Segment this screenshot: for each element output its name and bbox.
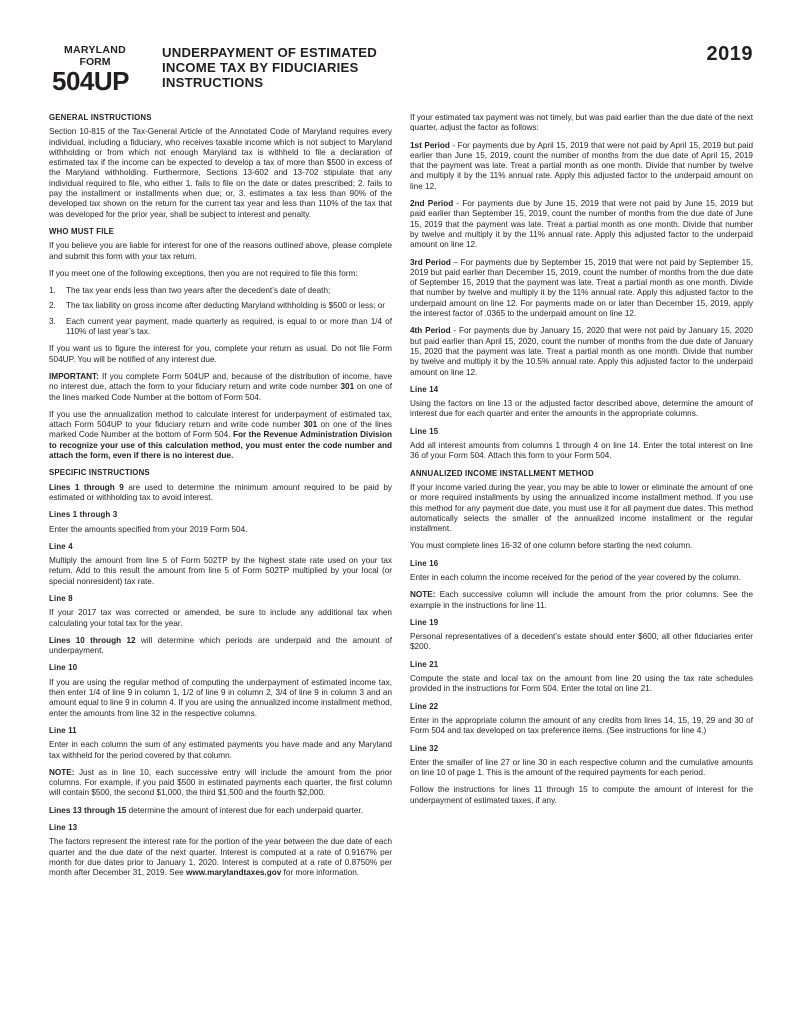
line-15-text: Add all interest amounts from columns 1 through 4 on line 14. Enter the total interest on line 36 of your Form 504. Attach this form to your Form 504.: [410, 441, 753, 461]
list-item: [49, 301, 392, 311]
fourth-period: [410, 326, 753, 377]
annualized-text-2: You must complete lines 16-32 of one column before starting the next column.: [410, 541, 693, 551]
note-text: Each successive column will include the amount from the prior columns. See the example in the instructions for line 11.: [410, 590, 753, 610]
lines-13-15-note: [49, 806, 392, 816]
annualization-code: 301: [303, 420, 318, 430]
lines-1-9-label: Lines 1 through 9: [49, 482, 124, 492]
form-label: FORM: [79, 56, 111, 68]
note-text: Just as in line 10, each successive entry will include the amount from the prior columns. For example, if you paid $500 in estimated payments each quarter, the first column will contain $500, the second $1,000, the third $1,500 and the fourth $2,000.: [49, 767, 392, 798]
lines-10-12-note: [49, 636, 392, 657]
line-14-heading: Line 14: [410, 384, 439, 394]
lines-1-3-heading: Lines 1 through 3: [49, 510, 118, 520]
website-link[interactable]: www.marylandtaxes.gov: [186, 868, 282, 878]
line-13-body: The factors represent the interest rate for the portion of the year between the due date of each quarter and the due date of the next quarter. Interest is computed at a rate of 0.9167% per month for due dates prior to January 1, 2020. Interest is computed at a rate of 0.8750% per month after December 31, 2019. See: [49, 837, 392, 878]
line-22-heading: Line 22: [410, 701, 439, 711]
note-label: NOTE:: [410, 590, 436, 600]
specific-instructions-heading: SPECIFIC INSTRUCTIONS: [49, 468, 150, 478]
general-instructions-heading: GENERAL INSTRUCTIONS: [49, 113, 152, 122]
line-11-heading: Line 11: [49, 725, 77, 735]
form-identifier: [50, 44, 140, 95]
period-text: – For payments due by September 15, 2019 that were not paid by September 15, 2019 but paid earlier than December 15, 2019, count the number of months from the due date of September 15, 2019 that the payment was late. Treat a partial month as one month. Divide that number by twelve and multiply it by the 11% annual rate. Apply this adjusted factor to the underpaid amount on line 12. For payments made on or later than December 15, 2019, apply the interest factor of .0365 to the underpaid amount on line 12.: [410, 257, 753, 319]
line-10-text: If you are using the regular method of computing the underpayment of estimated income tax, then enter 1/4 of line 9 in column 1, 1/2 of line 9 in column 2, 3/4 of line 9 in column 3 and an amount equal to line 9 in column 4. If you are using the annualized income installment method, enter the amounts from line 32 in the respective columns.: [49, 677, 392, 718]
line-13-heading: Line 13: [49, 823, 78, 833]
title-line: INCOME TAX BY FIDUCIARIES: [162, 60, 359, 75]
line-16-note: [410, 590, 753, 611]
who-must-file-text-2: If you meet one of the following exceptions, then you are not required to file this form:: [49, 268, 358, 278]
list-item-number: 3.: [49, 316, 56, 326]
period-label: 1st Period: [410, 140, 450, 150]
period-label: 2nd Period: [410, 199, 454, 209]
line-22-text: Enter in the appropriate column the amount of any credits from lines 14, 15, 19, 29 and 30 of Form 504 and tax developed on tax preference items. (See instructions for line 4.): [410, 715, 753, 736]
list-item: [49, 286, 392, 296]
general-instructions-text: Section 10-815 of the Tax-General Article of the Annotated Code of Maryland requires every individual, including a fiduciary, who receives taxable income which is not subject to Maryland withholding or from which not enough Maryland tax is withheld to file a declaration of estimated tax if the income can be expected to develop a tax of more than $500 in excess of the Maryland withholding. Furthermore, Sections 13-602 and 13-702 stipulate that any individual required to file, who either 1. fails to file on the date or dates prescribed; 2. fails to pay the installment or installments when due; or, 3. estimates a tax less than 90% of the developed tax shown on the return for the current tax year and less than 110% of the tax that was developed for the prior year, shall be subject to interest and penalty.: [49, 127, 392, 219]
tax-year: 2019: [706, 43, 753, 65]
who-must-file-text-3: If you want us to figure the interest for you, complete your return as usual. Do not file Form 504UP. You will be notified of any interest due.: [49, 344, 392, 364]
line-16-text: Enter in each column the income received for the period of the year covered by the column.: [410, 572, 741, 582]
line-19-text: Personal representatives of a decedent’s estate should enter $600, all other fiduciaries enter $200.: [410, 632, 753, 652]
line-10-heading: Line 10: [49, 663, 78, 673]
annualization-text: If you use the annualization method to calculate interest for underpayment of estimated tax, attach Form 504UP to your fiduciary return and write code number: [49, 409, 392, 430]
important-tail: on one of the lines marked Code Number at the bottom of Form 504.: [49, 382, 392, 402]
line-11-note: [49, 768, 392, 799]
line-21-text: Compute the state and local tax on the amount from line 20 using the tax rate schedules provided in the instructions for Form 504. Enter the total on line 21.: [410, 674, 753, 694]
who-must-file-heading: WHO MUST FILE: [49, 226, 114, 236]
list-item-number: 2.: [49, 301, 56, 311]
second-period: [410, 199, 753, 250]
exceptions-list: [49, 286, 392, 337]
annualized-heading: ANNUALIZED INCOME INSTALLMENT METHOD: [410, 468, 594, 478]
annualization-note: [49, 410, 392, 461]
annualization-bold: For the Revenue Administration Division to recognize your use of this calculation method, you must enter the code number and attach the form, even if there is no interest due.: [49, 430, 392, 461]
list-item-text: The tax year ends less than two years after the decedent’s date of death;: [66, 286, 331, 296]
list-item-number: 1.: [49, 286, 56, 296]
period-text: - For payments due by June 15, 2019 that were not paid by June 15, 2019 but paid earlier than September 15, 2019, count the number of months from the due date of June 15, 2019 that the payment was late. Treat a partial month as one month. Divide that number by twelve and multiply it by the 11% annual rate. Apply this adjusted factor to the underpaid amount on line 12.: [410, 199, 753, 250]
right-column: [410, 113, 753, 813]
left-column: [49, 113, 392, 886]
line-21-heading: Line 21: [410, 659, 439, 669]
important-code: 301: [340, 382, 355, 392]
lines-1-9-text: are used to determine the minimum amount required to be paid by estimated or withholding tax to avoid interest.: [49, 482, 392, 502]
line-15-heading: Line 15: [410, 426, 439, 436]
annualized-text-1: If your income varied during the year, you may be able to lower or eliminate the amount of one or more required installments by using the annualized income installment method. If you use this method for any payment due date, you must use it for all payment due dates. This method automatically selects the smaller of the annualized income installment or the regular installment.: [410, 482, 753, 534]
line-8-heading: Line 8: [49, 593, 73, 603]
line-32-text: Enter the smaller of line 27 or line 30 in each respective column and the cumulative amounts on line 10 of page 1. This is the amount of the required payments for each period.: [410, 757, 753, 778]
title-line: INSTRUCTIONS: [162, 75, 264, 90]
list-item-text: Each current year payment, made quarterly as required, is equal to or more than 1/4 of 110% of last year’s tax.: [66, 316, 392, 337]
line-19-heading: Line 19: [410, 617, 439, 627]
period-text: - For payments due by January 15, 2020 that were not paid by January 15, 2020 but paid earlier than April 15, 2020, count the number of months from the due date of January 15, 2020 that the payment was late. Treat a partial month as one month. Divide that number by twelve and multiply it by the 10.5% annual rate. Apply this adjusted factor to the underpaid amount on line 12.: [410, 326, 753, 377]
line-14-text: Using the factors on line 13 or the adjusted factor described above, determine the amount of interest due for each quarter and enter the amounts in the appropriate columns.: [410, 399, 753, 419]
form-number: 504UP: [52, 66, 129, 96]
lines-10-12-text: will determine which periods are underpaid and the amount of underpayment.: [49, 635, 393, 656]
lines-13-15-label: Lines 13 through 15: [49, 805, 127, 815]
line-32-heading: Line 32: [410, 743, 439, 753]
period-text: - For payments due by April 15, 2019 that were not paid by April 15, 2019 but paid earlier than June 15, 2019, count the number of months from the due date of April 15, 2019 that the payment was late. Treat a partial month as one month. Divide that number by twelve and multiply it by the 11% annual rate. Apply this adjusted factor to the underpaid amount on line 12.: [410, 140, 753, 191]
note-label: NOTE:: [49, 767, 75, 777]
title-line: UNDERPAYMENT OF ESTIMATED: [162, 45, 378, 60]
first-period: [410, 141, 753, 192]
period-label: 4th Period: [410, 326, 451, 336]
lines-13-15-text: determine the amount of interest due for each underpaid quarter.: [126, 805, 364, 815]
line-8-text: If your 2017 tax was corrected or amended, be sure to include any additional tax when calculating your total tax for the year.: [49, 608, 392, 628]
line-13-tail: for more information.: [281, 868, 360, 878]
important-label: IMPORTANT:: [49, 371, 99, 381]
list-item: [49, 317, 392, 338]
line-11-text: Enter in each column the sum of any estimated payments you have made and any Maryland tax withheld for the period covered by that column.: [49, 740, 392, 760]
important-text: If you complete Form 504UP and, because of the distribution of income, have no interest due, attach the form to your fiduciary return and write code number: [49, 371, 392, 392]
line-4-text: Multiply the amount from line 5 of Form 502TP by the highest state rate used on your tax return. Add to this result the amount from line 5 of Form 502TP multiplied by your local (or special nonresident) tax rate.: [49, 556, 392, 586]
lines-10-12-label: Lines 10 through 12: [49, 635, 136, 645]
annualization-mid: on one of the lines marked Code Number at the bottom of Form 504.: [49, 420, 392, 440]
line-4-heading: Line 4: [49, 541, 73, 551]
page-title: [162, 45, 422, 90]
adjust-factor-intro: If your estimated tax payment was not timely, but was paid earlier than the due date of the next quarter, adjust the factor as follows:: [410, 113, 754, 133]
list-item-text: The tax liability on gross income after deducting Maryland withholding is $500 or less; or: [66, 301, 386, 311]
who-must-file-text-1: If you believe you are liable for interest for one of the reasons outlined above, please complete and submit this form with your tax return.: [49, 241, 392, 261]
state-name: MARYLAND: [63, 44, 127, 56]
line-16-heading: Line 16: [410, 558, 439, 568]
period-label: 3rd Period: [410, 257, 451, 267]
lines-1-9-note: [49, 483, 392, 504]
line-13-text: [49, 837, 392, 878]
lines-1-3-text: Enter the amounts specified from your 2019 Form 504.: [49, 524, 248, 534]
important-note: [49, 372, 392, 403]
third-period: [410, 258, 753, 320]
closing-text: Follow the instructions for lines 11 through 15 to compute the amount of interest for the underpayment of estimated taxes, if any.: [410, 785, 753, 805]
